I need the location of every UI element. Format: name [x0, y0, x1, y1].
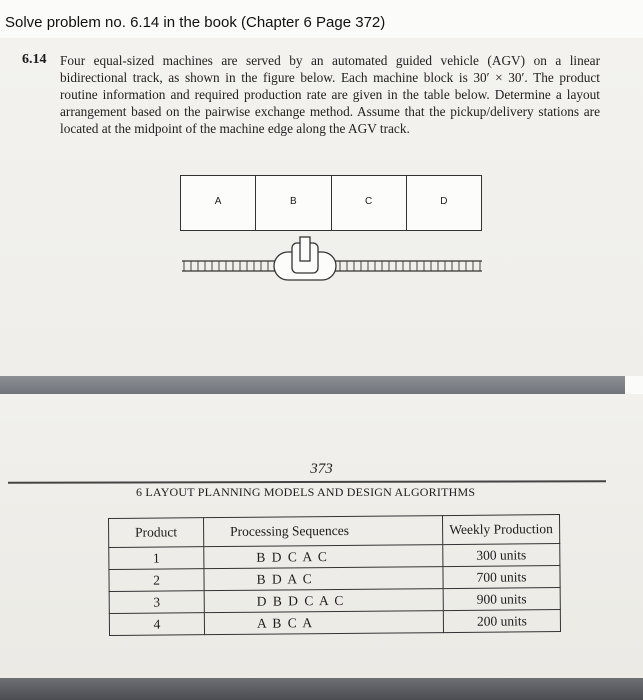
sequence-cell: A B C A: [204, 611, 443, 635]
machine-a: [181, 176, 256, 230]
machine-d: [407, 176, 481, 230]
weekly-cell: 700 units: [443, 566, 560, 589]
machine-label: B: [290, 196, 297, 207]
product-cell: 4: [109, 613, 204, 636]
table-row: [109, 610, 560, 636]
machine-row: [180, 175, 482, 231]
bottom-strip: [0, 678, 643, 700]
agv-vehicle: [274, 237, 336, 280]
column-header: Processing Sequences: [204, 516, 443, 547]
sequence-cell: D B D C A C: [204, 589, 443, 613]
machine-c: [332, 176, 407, 230]
product-cell: 2: [109, 569, 204, 592]
agv-track: [180, 235, 484, 295]
routing-table: [108, 514, 561, 636]
divider-gap: [625, 376, 643, 394]
sequence-cell: B D A C: [204, 567, 443, 591]
table-header-row: [109, 515, 560, 548]
machine-label: C: [365, 196, 373, 207]
page-number: 373: [310, 461, 333, 477]
column-header: Weekly Production: [442, 515, 559, 545]
machine-layout-figure: [180, 175, 484, 295]
problem-statement: Four equal-sized machines are served by an automated guided vehicle (AGV) on a linear bidirectional track, as shown in the figure below. Each machine block is 30′ × 30′. The product routine information and required production rate are given in the table below. Determine a layout arrangement based on the pairwise exchange method. Assume that the pickup/delivery stations are located at the midpoint of the machine edge along the AGV track.: [60, 53, 600, 136]
header-title: Solve problem no. 6.14 in the book (Chapter 6 Page 372): [5, 14, 386, 31]
column-header: Product: [109, 518, 204, 548]
chapter-title: 6 LAYOUT PLANNING MODELS AND DESIGN ALGORITHMS: [136, 485, 476, 499]
machine-label: D: [440, 196, 448, 207]
sequence-cell: B D C A C: [204, 545, 443, 569]
product-cell: 1: [109, 547, 204, 570]
weekly-cell: 900 units: [443, 588, 560, 611]
machine-b: [256, 176, 331, 230]
machine-label: A: [214, 196, 222, 207]
product-cell: 3: [109, 591, 204, 614]
problem-number: 6.14: [22, 52, 47, 67]
weekly-cell: 200 units: [443, 610, 560, 633]
weekly-cell: 300 units: [443, 544, 560, 567]
photo-divider: [0, 376, 625, 394]
